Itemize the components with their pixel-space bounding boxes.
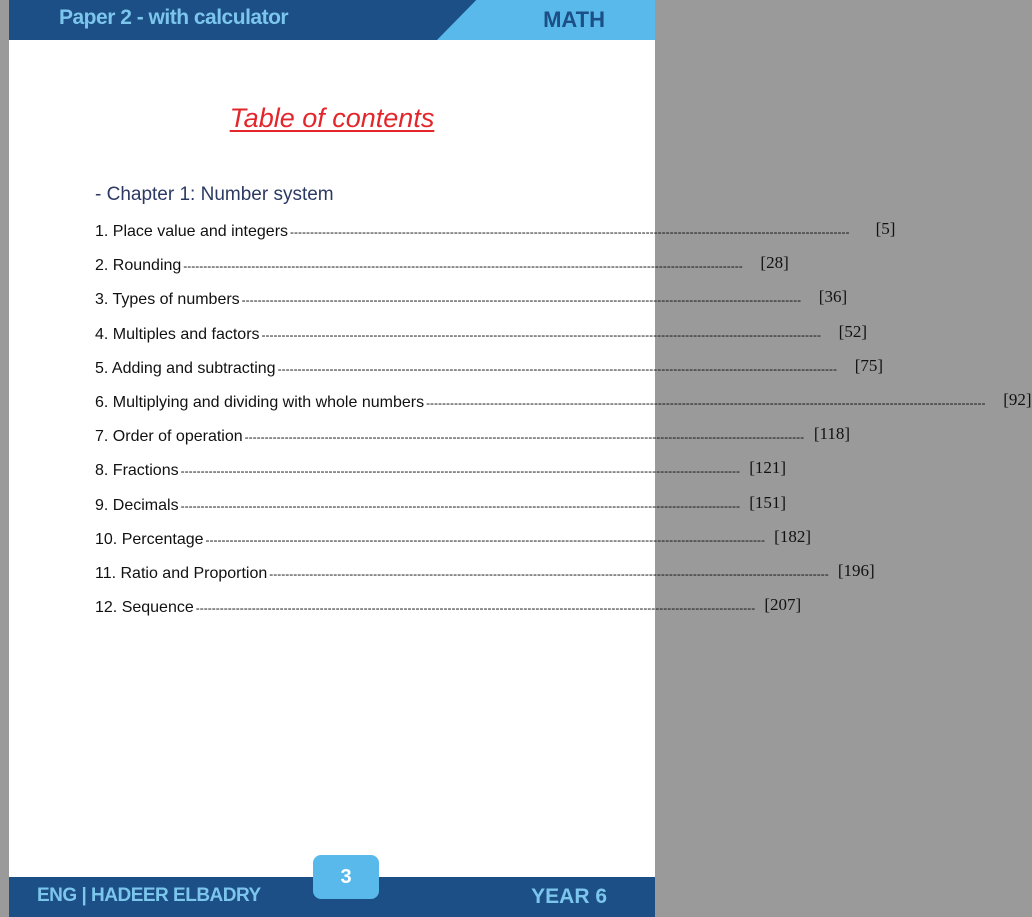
toc-entry-label: 1. Place value and integers bbox=[95, 223, 289, 240]
toc-entry-label: 4. Multiples and factors bbox=[95, 325, 260, 343]
toc-entry-label: 2. Rounding bbox=[95, 257, 182, 275]
toc-entry bbox=[95, 595, 802, 629]
toc-entry bbox=[95, 458, 787, 492]
toc-entry-page: [182] bbox=[774, 526, 811, 546]
toc-dot-leader: -------------------------------------------------------------------------------------------------------------------------------------------- bbox=[426, 395, 986, 410]
toc-entry-page: [207] bbox=[764, 595, 802, 615]
toc-dot-leader: -------------------------------------------------------------------------------------------------------------------------------------------- bbox=[183, 259, 743, 274]
toc-entries bbox=[95, 219, 1032, 629]
toc-title: Table of contents bbox=[229, 103, 435, 133]
toc-entry-label: 7. Order of operation bbox=[95, 428, 243, 446]
toc-entry-label: 12. Sequence bbox=[95, 599, 194, 617]
toc-entry bbox=[95, 492, 787, 527]
page-header bbox=[9, 0, 655, 40]
toc-entry-page: [92] bbox=[1003, 389, 1032, 409]
toc-entry-label: 5. Adding and subtracting bbox=[95, 359, 276, 377]
toc-entry-page: [75] bbox=[854, 355, 884, 375]
toc-entry-page: [28] bbox=[760, 253, 789, 273]
toc-dot-leader: -------------------------------------------------------------------------------------------------------------------------------------------- bbox=[277, 361, 838, 376]
toc-entry-label: 11. Ratio and Proportion bbox=[95, 564, 268, 582]
footer-year: YEAR 6 bbox=[531, 885, 607, 908]
toc-entry bbox=[95, 355, 884, 390]
toc-entry bbox=[95, 321, 867, 356]
toc-dot-leader: -------------------------------------------------------------------------------------------------------------------------------------------- bbox=[195, 601, 756, 616]
toc-entry-label: 9. Decimals bbox=[95, 496, 179, 514]
toc-entry-page: [52] bbox=[838, 321, 867, 341]
toc-entry-label: 8. Fractions bbox=[95, 462, 179, 480]
toc-entry bbox=[95, 424, 851, 458]
toc-entry bbox=[95, 253, 789, 287]
page-number-badge: 3 bbox=[313, 855, 379, 899]
toc-dot-leader: -------------------------------------------------------------------------------------------------------------------------------------------- bbox=[290, 225, 850, 239]
toc-dot-leader: -------------------------------------------------------------------------------------------------------------------------------------------- bbox=[180, 498, 741, 513]
toc-dot-leader: -------------------------------------------------------------------------------------------------------------------------------------------- bbox=[180, 464, 741, 479]
toc-entry bbox=[95, 526, 811, 561]
chapter-heading: - Chapter 1: Number system bbox=[95, 184, 334, 205]
toc-entry-page: [36] bbox=[818, 287, 848, 307]
toc-dot-leader: -------------------------------------------------------------------------------------------------------------------------------------------- bbox=[269, 566, 829, 581]
toc-entry-page: [151] bbox=[749, 492, 787, 512]
toc-entry-label: 6. Multiplying and dividing with whole numbers bbox=[95, 393, 425, 411]
toc-dot-leader: -------------------------------------------------------------------------------------------------------------------------------------------- bbox=[261, 327, 821, 342]
header-subject-label: MATH bbox=[543, 7, 605, 32]
footer-author: ENG | HADEER ELBADRY bbox=[37, 885, 261, 906]
toc-entry-label: 10. Percentage bbox=[95, 530, 204, 548]
toc-entry bbox=[95, 219, 896, 253]
toc-entry bbox=[95, 389, 1032, 424]
document-page bbox=[9, 0, 1032, 917]
toc-entry bbox=[95, 560, 875, 595]
toc-dot-leader: -------------------------------------------------------------------------------------------------------------------------------------------- bbox=[205, 532, 765, 547]
toc-dot-leader: -------------------------------------------------------------------------------------------------------------------------------------------- bbox=[244, 430, 805, 445]
toc-dot-leader: -------------------------------------------------------------------------------------------------------------------------------------------- bbox=[241, 293, 802, 308]
toc-entry-page: [121] bbox=[749, 458, 787, 478]
toc-entry-page: [5] bbox=[875, 219, 896, 238]
toc-entry-label: 3. Types of numbers bbox=[95, 291, 240, 309]
toc-entry-page: [118] bbox=[813, 424, 851, 444]
header-paper-label: Paper 2 - with calculator bbox=[59, 6, 289, 29]
toc-entry bbox=[95, 287, 848, 321]
toc-entry-page: [196] bbox=[837, 560, 875, 580]
